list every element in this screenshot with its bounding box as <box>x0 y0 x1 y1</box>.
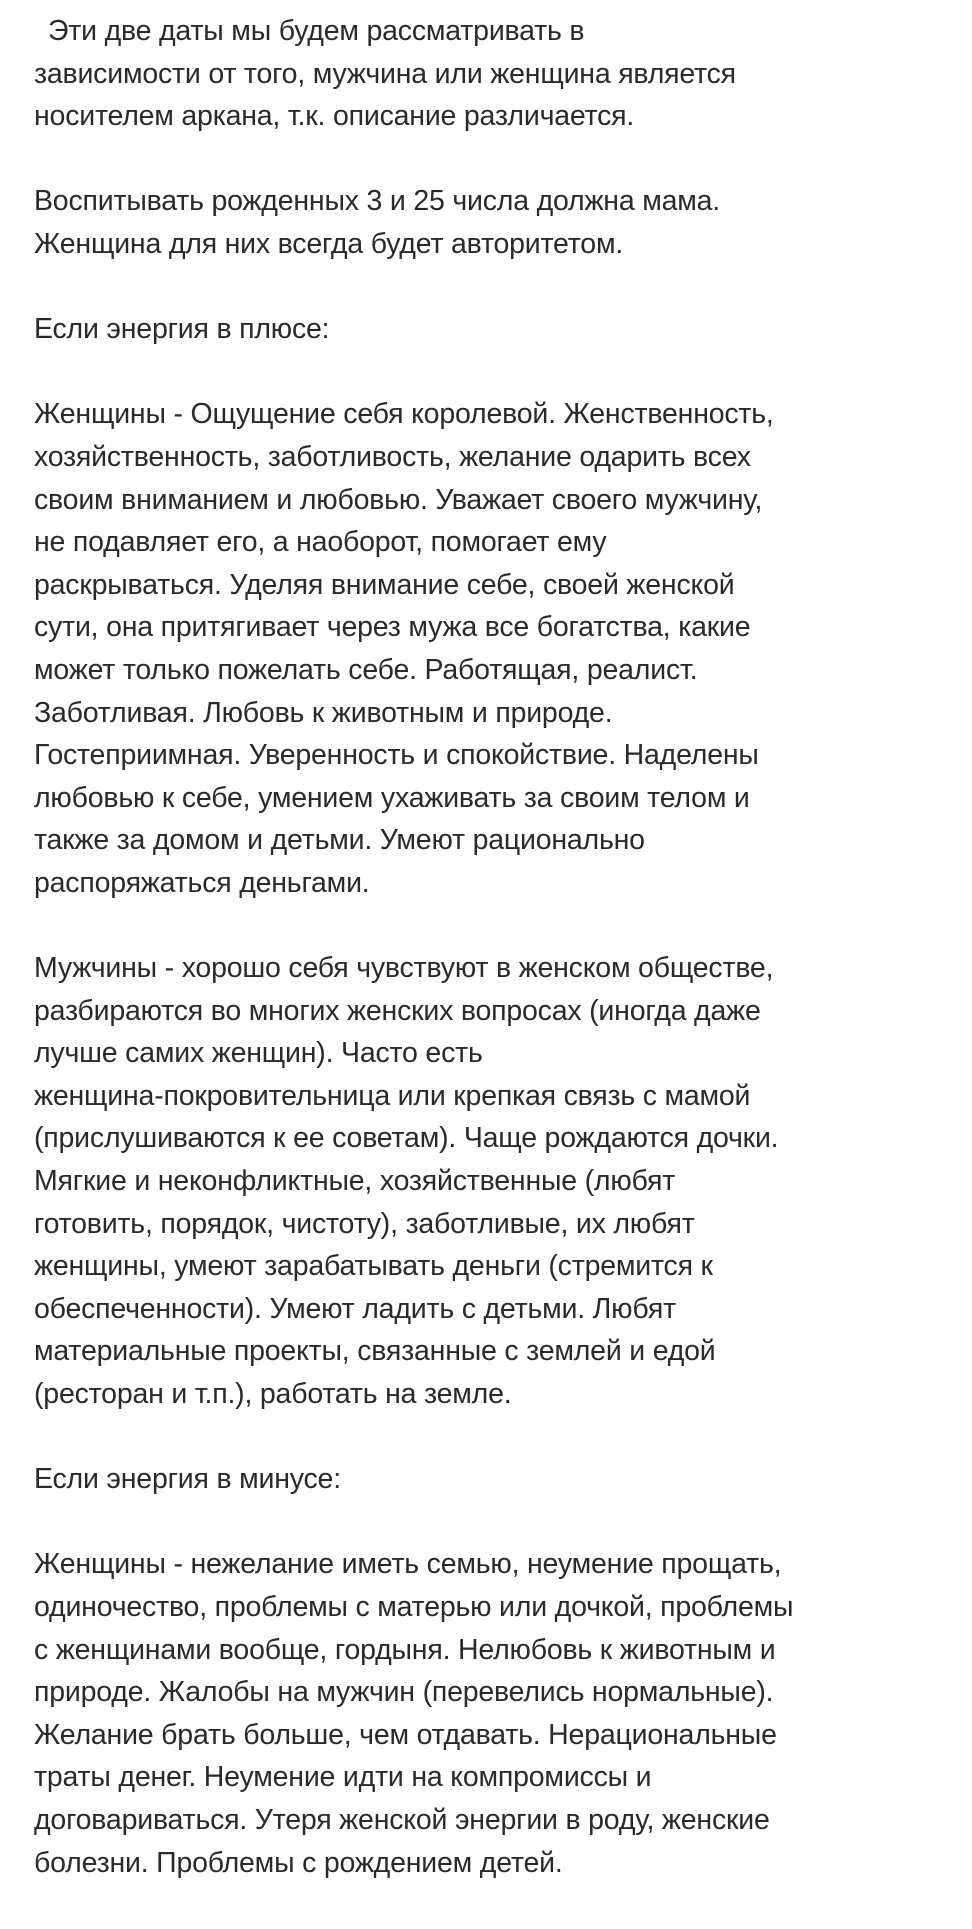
text-line: Воспитывать рожденных 3 и 25 числа должна мама. <box>34 185 721 218</box>
text-line: одиночество, проблемы с матерью или дочкой, проблемы <box>34 1590 794 1623</box>
text-line: зависимости от того, мужчина или женщина является <box>34 57 736 90</box>
text-line: раскрываться. Уделяя внимание себе, своей женской <box>34 568 735 601</box>
text-line: с женщинами вообще, гордыня. Нелюбовь к животным и <box>34 1633 776 1666</box>
text-line: (ресторан и т.п.), работать на земле. <box>34 1378 512 1410</box>
paragraph-women-minus <box>34 1543 954 1884</box>
text-line: Женщины - Ощущение себя королевой. Женственность, <box>34 398 774 431</box>
text-line: (прислушиваются к ее советам). Чаще рождаются дочки. <box>34 1122 779 1155</box>
text-line: распоряжаться деньгами. <box>34 866 370 899</box>
text-line: Заботливая. Любовь к животным и природе. <box>34 696 613 729</box>
text-line: Мягкие и неконфликтные, хозяйственные (любят <box>34 1165 676 1198</box>
paragraph-upbringing <box>34 180 954 265</box>
section-heading: Если энергия в плюсе: <box>34 313 330 346</box>
text-line: своим вниманием и любовью. Уважает своего мужчину, <box>34 483 763 516</box>
paragraph-men-plus <box>34 947 954 1416</box>
heading-energy-minus <box>34 1458 954 1501</box>
text-line: лучше самих женщин). Часто есть <box>34 1037 483 1070</box>
text-line: также за домом и детьми. Умеют рационально <box>34 824 645 857</box>
text-line: готовить, порядок, чистоту), заботливые, их любят <box>34 1207 695 1240</box>
text-line: не подавляет его, а наоборот, помогает ему <box>34 526 607 559</box>
text-line: материальные проекты, связанные с землей и едой <box>34 1335 716 1368</box>
text-line: Эти две даты мы будем рассматривать в <box>48 15 585 47</box>
text-line: Женщина для них всегда будет авторитетом. <box>34 227 624 260</box>
text-line: Женщины - нежелание иметь семью, неумение прощать, <box>34 1548 782 1581</box>
paragraph-women-plus <box>34 393 954 904</box>
heading-energy-plus <box>34 308 954 351</box>
text-line: хозяйственность, заботливость, желание одарить всех <box>34 440 751 473</box>
text-line: любовью к себе, умением ухаживать за своим телом и <box>34 781 750 814</box>
text-line: носителем аркана, т.к. описание различается. <box>34 100 635 133</box>
paragraph-intro <box>34 10 954 138</box>
text-line: Желание брать больше, чем отдавать. Нерациональные <box>34 1718 777 1751</box>
document-body <box>34 10 954 1927</box>
text-line: природе. Жалобы на мужчин (перевелись нормальные). <box>34 1676 774 1709</box>
text-line: болезни. Проблемы с рождением детей. <box>34 1846 563 1879</box>
text-line: договариваться. Утеря женской энергии в роду, женские <box>34 1803 770 1836</box>
text-line: обеспеченности). Умеют ладить с детьми. Любят <box>34 1292 676 1325</box>
text-line: сути, она притягивает через мужа все богатства, какие <box>34 611 751 644</box>
text-line: Мужчины - хорошо себя чувствуют в женском обществе, <box>34 952 774 985</box>
text-line: может только пожелать себе. Работящая, реалист. <box>34 653 698 686</box>
text-line: Гостеприимная. Уверенность и спокойствие. Наделены <box>34 739 759 772</box>
text-line: женщины, умеют зарабатывать деньги (стремится к <box>34 1250 713 1283</box>
section-heading: Если энергия в минусе: <box>34 1463 341 1496</box>
text-line: траты денег. Неумение идти на компромиссы и <box>34 1761 652 1794</box>
text-line: разбираются во многих женских вопросах (иногда даже <box>34 994 761 1027</box>
text-line: женщина-покровительница или крепкая связь с мамой <box>34 1079 751 1112</box>
